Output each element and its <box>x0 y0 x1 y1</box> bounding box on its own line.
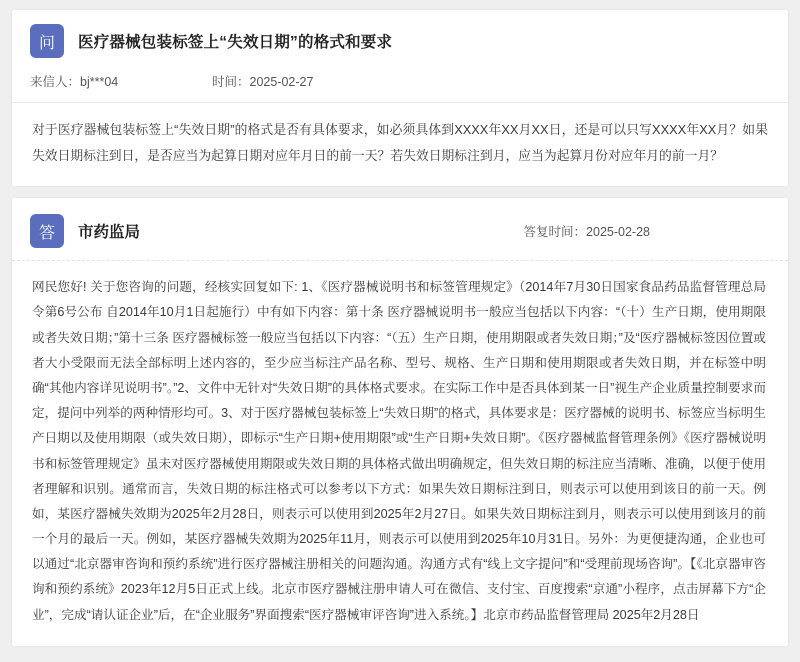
answer-organization: 市药监局 <box>78 224 141 242</box>
question-time: 时间：2025-02-27 <box>212 75 314 89</box>
question-content: 对于医疗器械包装标签上“失效日期”的格式是否有具体要求，如必须具体到XXXX年XX月XX日，还是可以只写XXXX年XX月？如果失效日期标注到日，是否应当为起算日期对应年月日的前一天？若失效日期标注到月，应当为起算月份对应年月的前一月？ <box>32 122 768 163</box>
question-sender: 来信人：bj***04 <box>30 75 119 89</box>
question-badge-icon: 问 <box>30 24 64 58</box>
question-card <box>12 10 788 186</box>
answer-badge-icon: 答 <box>30 214 64 248</box>
answer-card <box>12 198 788 646</box>
page-title: 医疗器械包装标签上“失效日期”的格式和要求 <box>78 34 393 51</box>
answer-header <box>12 198 788 261</box>
answer-time: 答复时间：2025-02-28 <box>523 225 650 240</box>
question-header <box>12 10 788 68</box>
question-meta <box>12 68 788 103</box>
answer-content: 网民您好! 关于您咨询的问题，经核实回复如下: 1、《医疗器械说明书和标签管理规定》（2014年7月30日国家食品药品监督管理总局令第6号公布 自2014年10月1日起施行）中有如下内容：第十条 医疗器械说明书一般应当包括以下内容：“（十）生产日期，使用期限或者失效日期；”第十三条 医疗器械标签一般应当包括以下内容：“（五）生产日期，使用期限或者失效日期；”及“医疗器械标签因位置或者大小受限而无法全部标明上述内容的，至少应当标注产品名称、型号、规格、生产日期和使用期限或者失效日期，并在标签中明确“其他内容详见说明书”。”2、文件中无针对“失效日期”的具体格式要求。在实际工作中是否具体到某一日”视生产企业质量控制要求而定，提问中列举的两种情形均可。3、对于医疗器械包装标签上“失效日期”的格式，具体要求是：医疗器械的说明书、标签应当标明生产日期以及使用期限（或失效日期），即标示“生产日期+使用期限”或“生产日期+失效日期”。《医疗器械监督管理条例》《医疗器械说明书和标签管理规定》虽未对医疗器械使用期限或失效日期的具体格式做出明确规定，但失效日期的标注应当清晰、准确，以便于使用者理解和识别。通常而言，失效日期的标注格式可以参考以下方式：如果失效日期标注到日，则表示可以使用到该日的前一天。例如，某医疗器械失效期为2025年2月28日，则表示可以使用到2025年2月27日。如果失效日期标注到月，则表示可以使用到该月的前一个月的最后一天。例如，某医疗器械失效期为2025年11月，则表示可以使用到2025年10月31日。另外：为更便捷沟通，企业也可以通过“北京器审咨询和预约系统”进行医疗器械注册相关的问题沟通。沟通方式有“线上文字提问”和“受理前现场咨询”。【《北京器审咨询和预约系统》2023年12月5日正式上线。北京市医疗器械注册申请人可在微信、支付宝、百度搜索“京通”小程序，点击屏幕下方“企业”，完成“请认证企业”后，在“企业服务”界面搜索“医疗器械审评咨询”进入系统。】北京市药品监督管理局 2025年2月28日 <box>32 280 766 622</box>
